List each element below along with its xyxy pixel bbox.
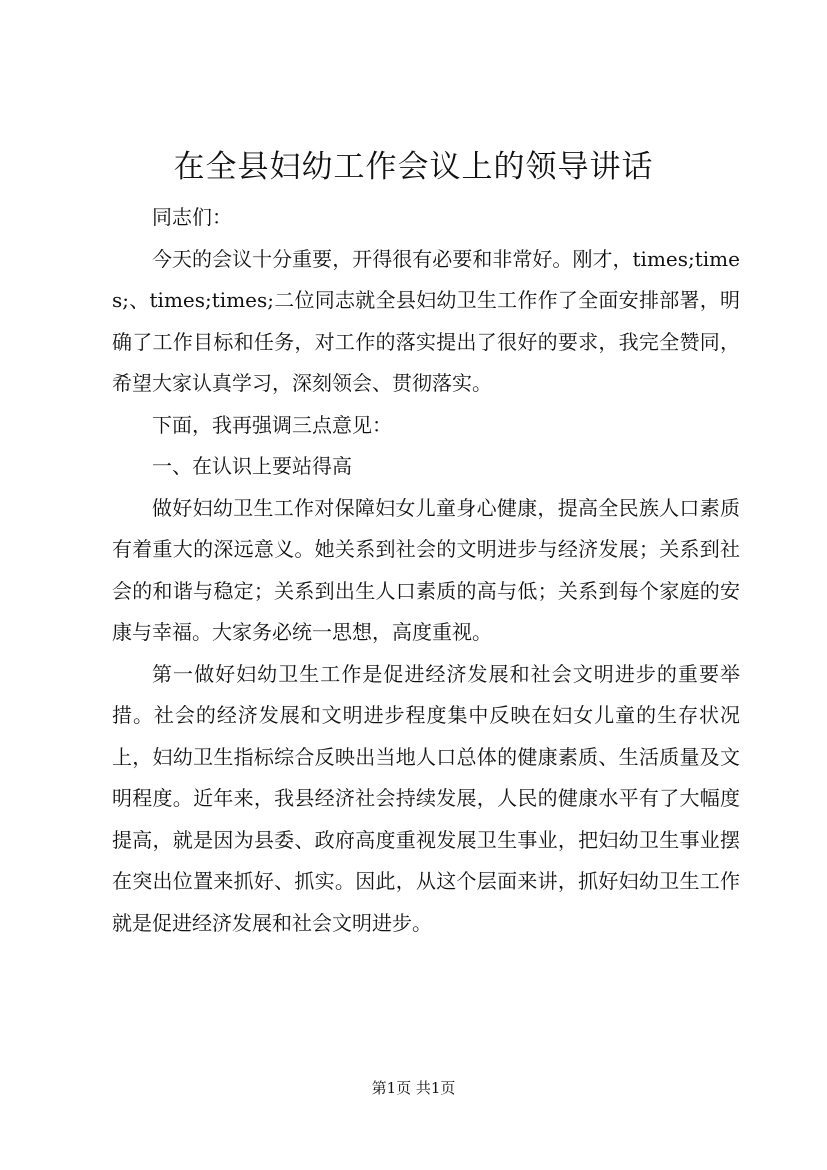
document-title: 在全县妇幼工作会议上的领导讲话 — [173, 149, 654, 185]
paragraph-opening: 今天的会议十分重要，开得很有必要和非常好。刚才，times;times;、times;times;二位同志就全县妇幼卫生工作作了全面安排部署，明确了工作目标和任务，对工作的落实提出了很好的要求，我完全赞同，希望大家认真学习，深刻领会、贯彻落实。 — [112, 246, 740, 395]
paragraph-significance: 做好妇幼卫生工作对保障妇女儿童身心健康，提高全民族人口素质有着重大的深远意义。她关系到社会的文明进步与经济发展；关系到社会的和谐与稳定；关系到出生人口素质的高与低；关系到每个家庭的安康与幸福。大家务必统一思想，高度重视。 — [112, 495, 740, 644]
section-heading-1: 一、在认识上要站得高 — [152, 454, 352, 478]
paragraph-first-point: 第一做好妇幼卫生工作是促进经济发展和社会文明进步的重要举措。社会的经济发展和文明进步程度集中反映在妇女儿童的生存状况上，妇幼卫生指标综合反映出当地人口总体的健康素质、生活质量及文明程度。近年来，我县经济社会持续发展，人民的健康水平有了大幅度提高，就是因为县委、政府高度重视发展卫生事业，把妇幼卫生事业摆在突出位置来抓好、抓实。因此，从这个层面来讲，抓好妇幼卫生工作就是促进经济发展和社会文明进步。 — [112, 661, 740, 935]
paragraph-intro-points: 下面，我再强调三点意见： — [152, 412, 392, 437]
page-footer: 第1页 共1页 — [371, 1079, 456, 1097]
document-body — [112, 197, 740, 944]
paragraph-salutation: 同志们： — [152, 205, 232, 229]
